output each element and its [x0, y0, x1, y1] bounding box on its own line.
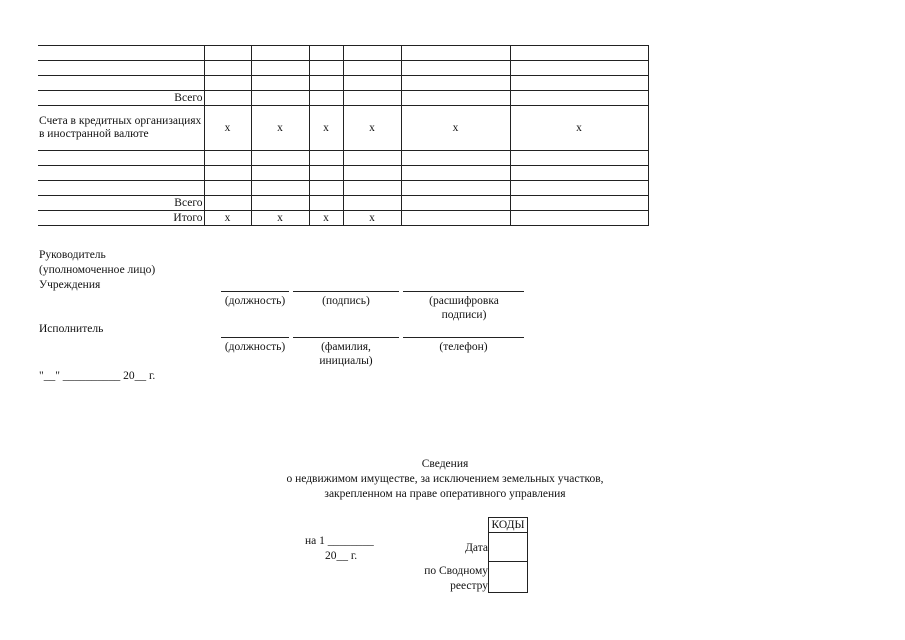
table-cell[interactable] — [401, 61, 510, 76]
row-label — [38, 61, 204, 76]
head-signature-label — [39, 248, 155, 293]
table-cell[interactable] — [251, 76, 309, 91]
row-label: Итого — [38, 211, 204, 226]
as-of-date — [305, 534, 374, 564]
table-cell[interactable] — [251, 151, 309, 166]
table-row — [38, 106, 648, 151]
table-cell[interactable] — [251, 46, 309, 61]
table-cell[interactable] — [401, 46, 510, 61]
table-cell[interactable] — [251, 181, 309, 196]
head-label-line2: (уполномоченное лицо) — [39, 264, 156, 276]
row-label: Счета в кредитных организациях в иностранной валюте — [38, 106, 204, 151]
table-cell[interactable] — [401, 91, 510, 106]
table-cell[interactable] — [343, 151, 401, 166]
table-cell[interactable] — [309, 76, 343, 91]
table-cell: x — [251, 106, 309, 151]
table-cell: x — [309, 211, 343, 226]
row-label — [38, 181, 204, 196]
executor-label: Исполнитель — [39, 323, 104, 335]
table-cell[interactable] — [401, 76, 510, 91]
table-cell[interactable] — [401, 181, 510, 196]
table-cell[interactable] — [309, 181, 343, 196]
table-cell[interactable] — [343, 91, 401, 106]
table-cell[interactable] — [309, 91, 343, 106]
table-cell[interactable] — [343, 181, 401, 196]
table-cell[interactable] — [251, 166, 309, 181]
table-row — [38, 151, 648, 166]
table-cell[interactable] — [204, 76, 251, 91]
head-caption-signature: (подпись) — [322, 295, 370, 307]
table-cell[interactable] — [204, 196, 251, 211]
table-cell[interactable] — [510, 181, 648, 196]
table-cell[interactable] — [251, 61, 309, 76]
table-cell[interactable] — [309, 61, 343, 76]
table-row — [38, 166, 648, 181]
table-cell[interactable] — [401, 211, 510, 226]
head-caption-position: (должность) — [224, 295, 286, 307]
table-row — [38, 61, 648, 76]
table-cell[interactable] — [251, 91, 309, 106]
table-cell[interactable] — [204, 91, 251, 106]
table-cell[interactable] — [401, 166, 510, 181]
table-cell[interactable] — [309, 196, 343, 211]
table-cell[interactable] — [204, 46, 251, 61]
codes-header: КОДЫ — [489, 518, 528, 533]
table-cell[interactable] — [510, 76, 648, 91]
exec-phone-line — [403, 337, 524, 338]
row-label — [38, 151, 204, 166]
table-cell[interactable] — [204, 181, 251, 196]
as-of-line2: 20__ г. — [325, 550, 358, 562]
table-cell: x — [251, 211, 309, 226]
row-label: Всего — [38, 196, 204, 211]
accounts-table — [38, 45, 649, 226]
table-row — [38, 76, 648, 91]
table-cell[interactable] — [510, 46, 648, 61]
table-cell[interactable] — [204, 166, 251, 181]
table-row — [38, 181, 648, 196]
section-subtitle-line2: закрепленном на праве оперативного управления — [324, 488, 566, 500]
row-label — [38, 76, 204, 91]
date-line: "__" __________ 20__ г. — [39, 370, 156, 382]
head-decoding-line — [403, 291, 524, 292]
head-label-line3: Учреждения — [39, 279, 101, 291]
table-cell[interactable] — [343, 46, 401, 61]
table-cell[interactable] — [309, 151, 343, 166]
table-cell: x — [510, 106, 648, 151]
table-cell[interactable] — [510, 91, 648, 106]
table-cell[interactable] — [204, 151, 251, 166]
table-cell: x — [343, 211, 401, 226]
table-cell: x — [343, 106, 401, 151]
section-subtitle-line1: о недвижимом имуществе, за исключением земельных участков, — [286, 473, 604, 485]
head-signature-line — [293, 291, 399, 292]
registry-code-cell[interactable] — [489, 562, 528, 593]
table-cell[interactable] — [343, 61, 401, 76]
exec-name-line — [293, 337, 399, 338]
head-position-line — [221, 291, 289, 292]
table-cell[interactable] — [510, 211, 648, 226]
table-cell[interactable] — [510, 151, 648, 166]
exec-caption-name: (фамилия, инициалы) — [319, 341, 373, 367]
date-code-label: Дата — [465, 542, 488, 554]
exec-caption-position: (должность) — [224, 341, 286, 353]
row-label — [38, 46, 204, 61]
table-cell[interactable] — [510, 61, 648, 76]
date-code-cell[interactable] — [489, 533, 528, 562]
table-cell: x — [401, 106, 510, 151]
table-row — [38, 91, 648, 106]
table-cell[interactable] — [401, 196, 510, 211]
registry-code-label — [400, 564, 488, 594]
head-label-line1: Руководитель — [39, 249, 106, 261]
head-caption-decoding: (расшифровка подписи) — [429, 295, 499, 321]
table-cell[interactable] — [343, 196, 401, 211]
section-heading — [245, 457, 645, 502]
table-cell[interactable] — [309, 46, 343, 61]
table-cell[interactable] — [401, 151, 510, 166]
table-cell[interactable] — [309, 166, 343, 181]
table-cell[interactable] — [510, 166, 648, 181]
registry-label-line1: по Сводному — [424, 565, 488, 577]
section-title: Сведения — [421, 458, 469, 470]
table-cell[interactable] — [204, 61, 251, 76]
table-cell[interactable] — [251, 196, 309, 211]
table-row — [38, 211, 648, 226]
table-row — [38, 196, 648, 211]
table-cell: x — [204, 211, 251, 226]
table-cell[interactable] — [343, 166, 401, 181]
table-cell: x — [309, 106, 343, 151]
as-of-line1: на 1 ________ — [305, 535, 374, 547]
exec-position-line — [221, 337, 289, 338]
exec-caption-phone: (телефон) — [439, 341, 488, 353]
table-cell[interactable] — [510, 196, 648, 211]
table-cell[interactable] — [343, 76, 401, 91]
row-label: Всего — [38, 91, 204, 106]
row-label — [38, 166, 204, 181]
table-cell: x — [204, 106, 251, 151]
table-row — [38, 46, 648, 61]
codes-table — [488, 517, 528, 593]
registry-label-line2: реестру — [450, 580, 488, 592]
